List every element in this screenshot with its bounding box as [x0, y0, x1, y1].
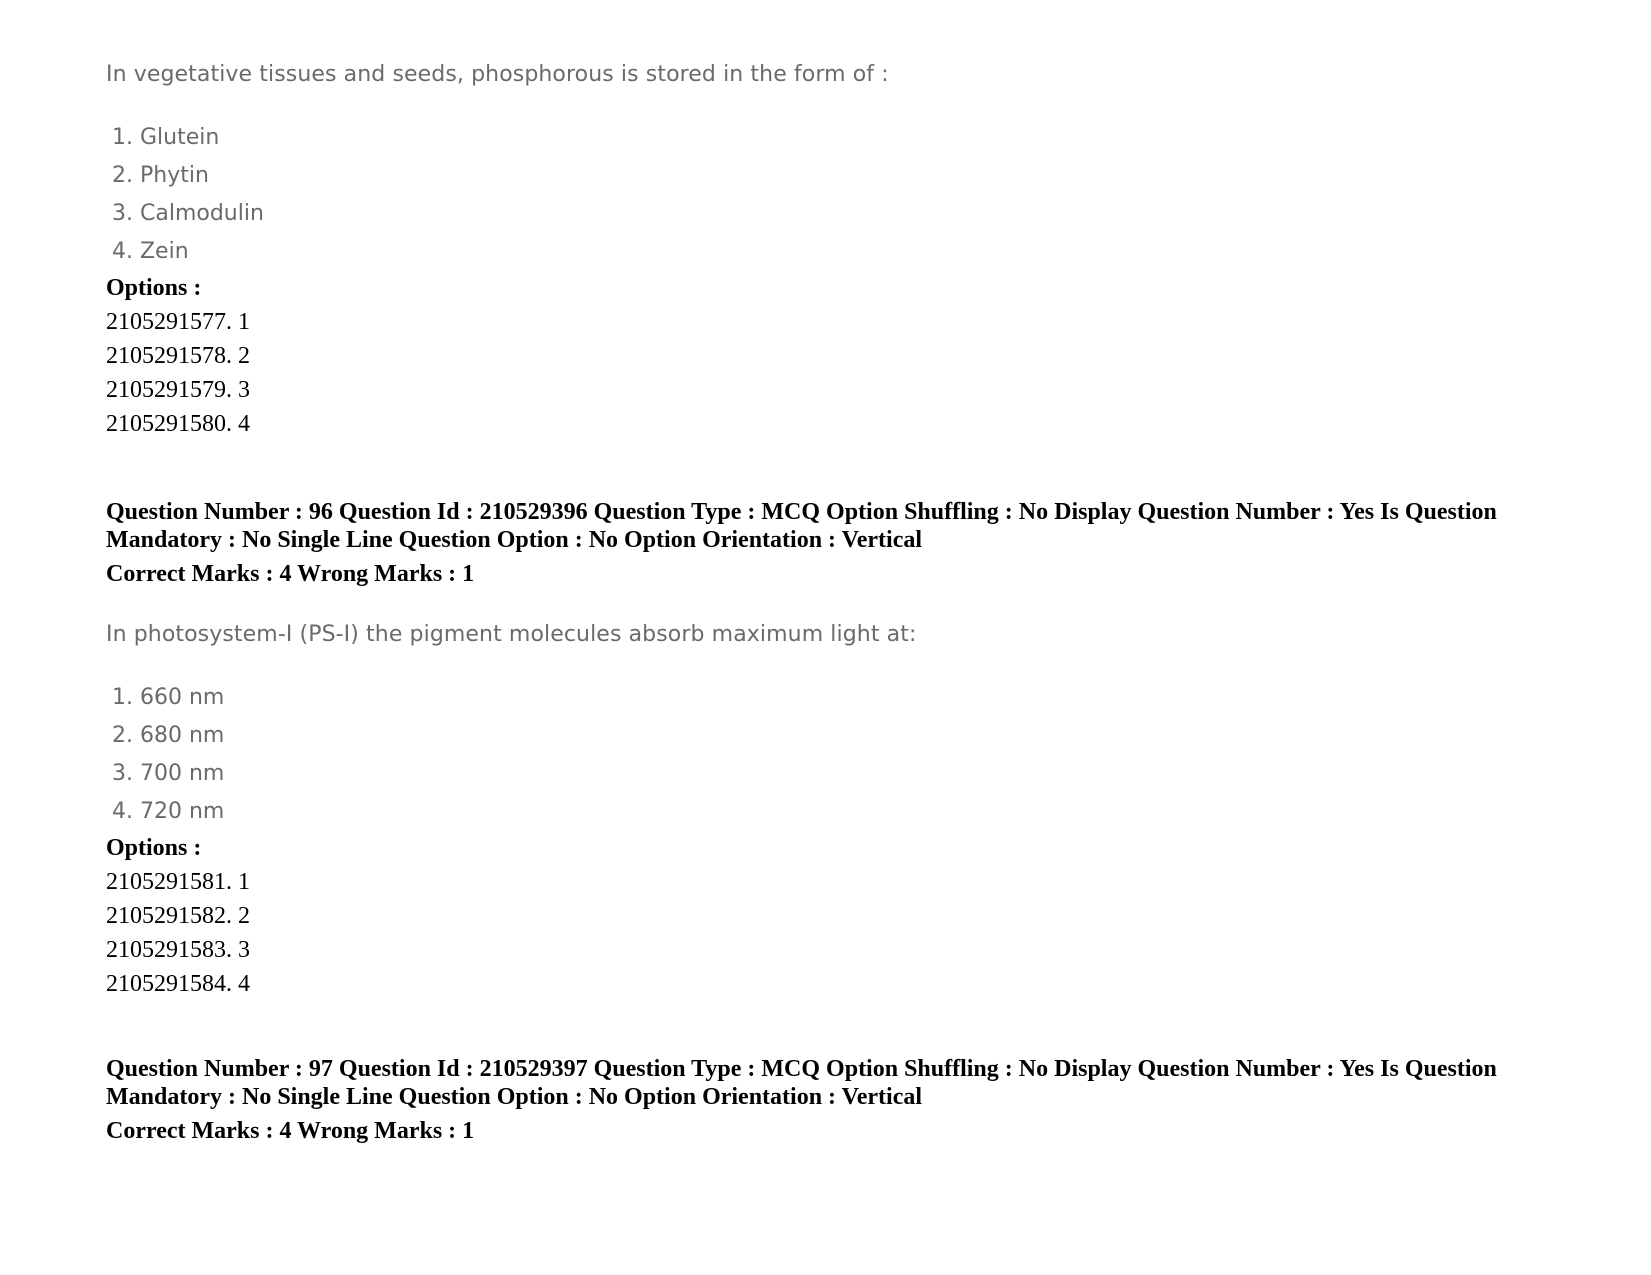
question-marks: Correct Marks : 4 Wrong Marks : 1: [106, 561, 475, 587]
choice-item: 4. 720 nm: [112, 799, 225, 824]
question-meta: Question Number : 97 Question Id : 210529397 Question Type : MCQ Option Shuffling : No Display Question Number : Yes Is Question Mandatory : No Single Line Question Option : No Option Orientation : Vertical: [106, 1056, 1497, 1110]
option-line: 2105291584. 4: [106, 971, 250, 997]
question-stem: In vegetative tissues and seeds, phosphorous is stored in the form of :: [106, 62, 889, 87]
options-heading: Options :: [106, 835, 202, 861]
choice-item: 3. 700 nm: [112, 761, 225, 786]
option-line: 2105291581. 1: [106, 869, 250, 895]
choice-list: [106, 679, 1576, 831]
choice-item: 4. Zein: [112, 239, 189, 264]
option-line: 2105291583. 3: [106, 937, 250, 963]
choice-list: [106, 119, 1576, 271]
choice-item: 1. Glutein: [112, 125, 220, 150]
options-heading: Options :: [106, 275, 202, 301]
choice-item: 2. Phytin: [112, 163, 209, 188]
choice-item: 2. 680 nm: [112, 723, 225, 748]
option-line: 2105291582. 2: [106, 903, 250, 929]
option-line: 2105291578. 2: [106, 343, 250, 369]
question-body: [106, 622, 1576, 1001]
choice-item: 3. Calmodulin: [112, 201, 264, 226]
question-stem: In photosystem-I (PS-I) the pigment molecules absorb maximum light at:: [106, 622, 917, 647]
question-meta: Question Number : 96 Question Id : 210529396 Question Type : MCQ Option Shuffling : No Display Question Number : Yes Is Question Mandatory : No Single Line Question Option : No Option Orientation : Vertical: [106, 499, 1497, 553]
option-line: 2105291580. 4: [106, 411, 250, 437]
option-line: 2105291579. 3: [106, 377, 250, 403]
choice-item: 1. 660 nm: [112, 685, 225, 710]
question-body: [106, 62, 1576, 441]
question-marks: Correct Marks : 4 Wrong Marks : 1: [106, 1118, 475, 1144]
option-line: 2105291577. 1: [106, 309, 250, 335]
